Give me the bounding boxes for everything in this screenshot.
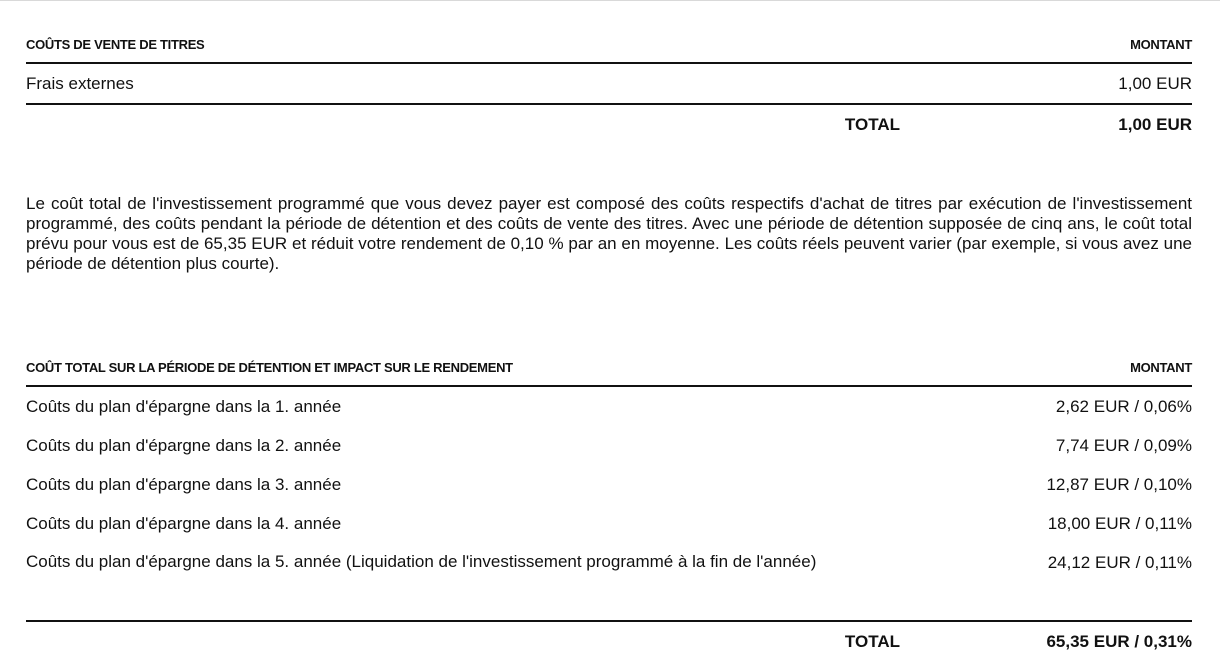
row-value: 7,74 EUR / 0,09% bbox=[1055, 436, 1192, 455]
holding-costs-header bbox=[26, 353, 1192, 387]
top-divider bbox=[0, 0, 1220, 1]
holding-costs-rows bbox=[26, 387, 1192, 622]
row-value: 1,00 EUR bbox=[1118, 73, 1192, 93]
row-label: Frais externes bbox=[26, 73, 134, 93]
summary-paragraph: Le coût total de l'investissement programmé que vous devez payer est composé des coûts respectifs d'achat de titres par exécution de l'investissement programmé, des coûts pendant la période de détention et des coûts de vente des titres. Avec une période de détention supposée de cinq ans, le coût total prévu pour vous est de 65,35 EUR et réduit votre rendement de 0,10 % par an en moyenne. Les coûts réels peuvent varier (par exemple, si vous avez une période de détention plus courte). bbox=[26, 194, 1192, 273]
sale-costs-total-row bbox=[26, 105, 1192, 145]
total-value: 1,00 EUR bbox=[1118, 115, 1192, 134]
sale-costs-header bbox=[26, 30, 1192, 64]
row-label: Coûts du plan d'épargne dans la 1. année bbox=[26, 397, 342, 416]
table-row bbox=[26, 64, 1192, 105]
table-row bbox=[26, 435, 1192, 474]
holding-costs-table bbox=[26, 353, 1192, 656]
sale-costs-table bbox=[26, 30, 1192, 145]
row-value: 12,87 EUR / 0,10% bbox=[1046, 475, 1192, 494]
total-label: TOTAL bbox=[844, 115, 900, 134]
row-label: Coûts du plan d'épargne dans la 3. année bbox=[26, 475, 342, 494]
table-row bbox=[26, 474, 1192, 513]
row-value: 2,62 EUR / 0,06% bbox=[1055, 397, 1192, 416]
sale-costs-header-amount: MONTANT bbox=[1130, 37, 1192, 52]
holding-costs-total-row bbox=[26, 622, 1192, 656]
table-row bbox=[26, 552, 1192, 608]
total-label: TOTAL bbox=[844, 632, 900, 651]
row-label: Coûts du plan d'épargne dans la 2. année bbox=[26, 436, 342, 455]
table-row bbox=[26, 396, 1192, 435]
row-value: 18,00 EUR / 0,11% bbox=[1047, 514, 1192, 533]
holding-costs-header-label: COÛT TOTAL SUR LA PÉRIODE DE DÉTENTION ET IMPACT SUR LE RENDEMENT bbox=[26, 360, 513, 375]
holding-costs-header-amount: MONTANT bbox=[1130, 360, 1192, 375]
sale-costs-header-label: COÛTS DE VENTE DE TITRES bbox=[26, 37, 205, 52]
row-label: Coûts du plan d'épargne dans la 4. année bbox=[26, 514, 342, 533]
row-value: 24,12 EUR / 0,11% bbox=[1047, 553, 1192, 572]
table-row bbox=[26, 513, 1192, 552]
row-label: Coûts du plan d'épargne dans la 5. année (Liquidation de l'investissement programmé à la fin de l'année) bbox=[26, 552, 817, 571]
total-value: 65,35 EUR / 0,31% bbox=[1046, 632, 1192, 651]
